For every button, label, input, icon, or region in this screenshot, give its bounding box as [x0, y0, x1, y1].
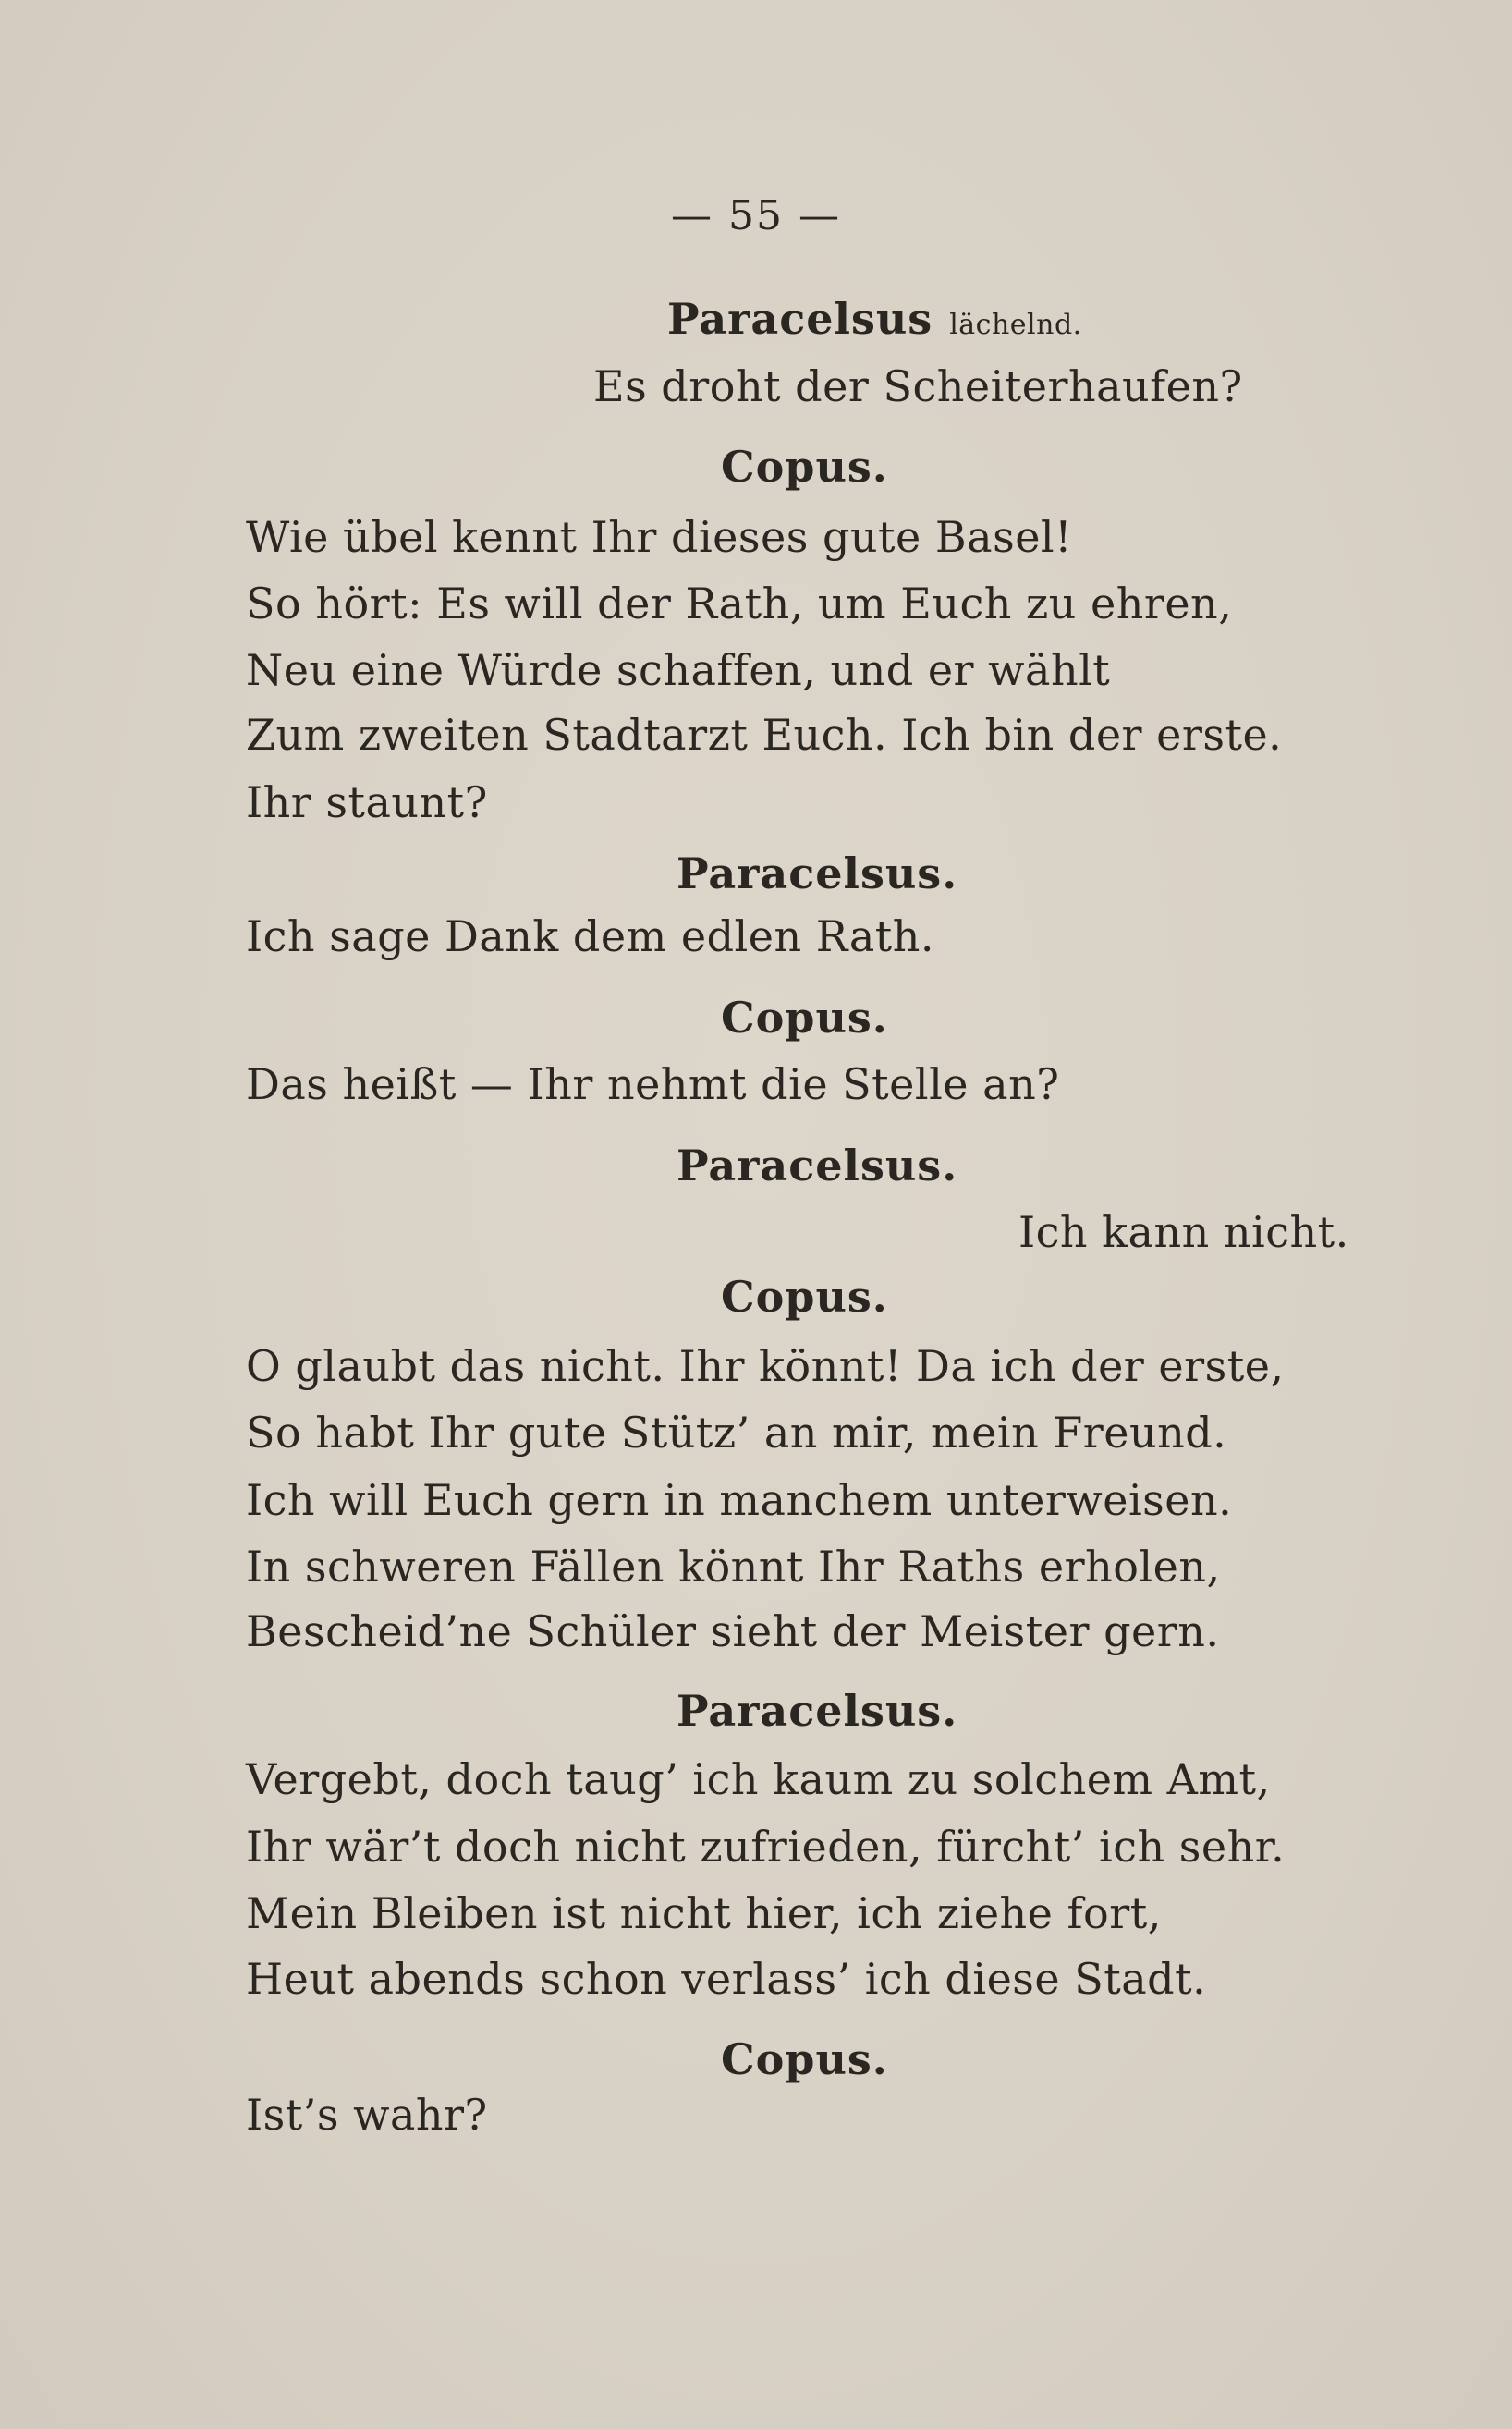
- speaker-paracelsus: Paracelsus.: [677, 1686, 958, 1736]
- speaker-paracelsus: Paracelsus.: [677, 1141, 958, 1190]
- verse-line: Ich will Euch gern in manchem unterweisen.: [246, 1475, 1233, 1525]
- speaker-copus: Copus.: [721, 442, 888, 492]
- speaker-copus: Copus.: [721, 993, 888, 1043]
- speaker-copus: Copus.: [721, 2034, 888, 2084]
- speaker-paracelsus: Paracelsus.: [677, 848, 958, 898]
- verse-line: Es droht der Scheiterhaufen?: [593, 361, 1243, 411]
- verse-line: Ich kann nicht.: [1018, 1207, 1349, 1257]
- speaker-paracelsus: Paracelsus lächelnd.: [667, 294, 1082, 344]
- verse-line: Neu eine Würde schaffen, und er wählt: [246, 645, 1111, 695]
- verse-line: Ihr wär’t doch nicht zufrieden, fürcht’ ich sehr.: [246, 1822, 1286, 1872]
- verse-line: Ich sage Dank dem edlen Rath.: [246, 911, 935, 961]
- verse-line: Mein Bleiben ist nicht hier, ich ziehe fort,: [246, 1888, 1162, 1938]
- verse-line: So hört: Es will der Rath, um Euch zu ehren,: [246, 579, 1233, 629]
- verse-line: Vergebt, doch taug’ ich kaum zu solchem Amt,: [246, 1754, 1271, 1804]
- verse-line: O glaubt das nicht. Ihr könnt! Da ich der erste,: [246, 1341, 1285, 1391]
- verse-line: Wie übel kennt Ihr dieses gute Basel!: [246, 512, 1073, 562]
- speaker-copus: Copus.: [721, 1272, 888, 1322]
- verse-line: Das heißt — Ihr nehmt die Stelle an?: [246, 1059, 1060, 1109]
- verse-line: Ihr staunt?: [246, 777, 488, 827]
- page-number: — 55 —: [671, 192, 841, 239]
- verse-line: Heut abends schon verlass’ ich diese Stadt.: [246, 1954, 1207, 2004]
- verse-line: Zum zweiten Stadtarzt Euch. Ich bin der erste.: [246, 710, 1283, 760]
- verse-line: So habt Ihr gute Stütz’ an mir, mein Freund.: [246, 1408, 1227, 1458]
- verse-line: Ist’s wahr?: [246, 2090, 488, 2140]
- stage-direction: lächelnd.: [949, 309, 1082, 341]
- verse-line: In schweren Fällen könnt Ihr Raths erholen,: [246, 1542, 1221, 1592]
- verse-line: Bescheid’ne Schüler sieht der Meister gern.: [246, 1606, 1220, 1656]
